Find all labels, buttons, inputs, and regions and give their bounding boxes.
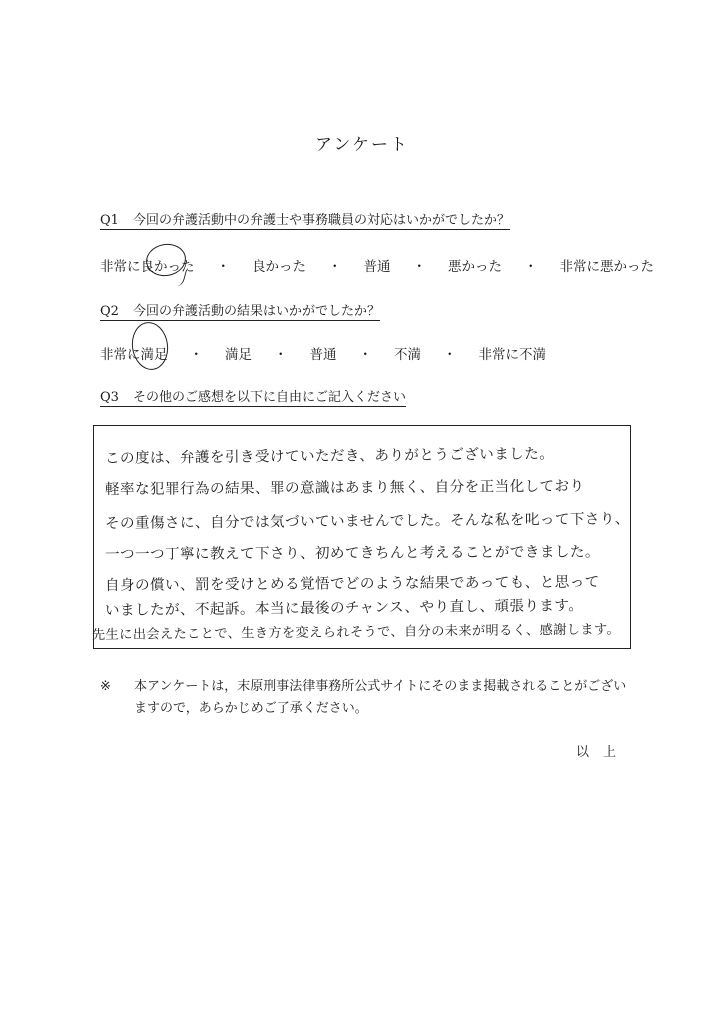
answer-line-7: 先生に出会えたことで、生き方を変えられそうで、自分の未来が明るく、感謝します。	[91, 622, 621, 643]
q1-separator: ・	[328, 259, 342, 275]
q1-option-very-good[interactable]: 非常に良かった	[100, 259, 195, 275]
question-2	[100, 300, 380, 321]
q2-option-very-dissatisfied[interactable]: 非常に不満	[478, 347, 546, 363]
closing-mark: 以上	[576, 745, 631, 760]
answer-line-3: その重傷さに、自分では気づいていませんでした。そんな私を叱って下さり、	[104, 510, 630, 532]
note-text: 本アンケートは，末原刑事法律事務所公式サイトにそのまま掲載されることがございますので，あらかじめご了承ください。	[134, 679, 627, 716]
q2-separator: ・	[443, 347, 457, 363]
q2-option-normal[interactable]: 普通	[309, 347, 337, 363]
question-3-text: その他のご感想を以下に自由にご記入ください	[132, 390, 406, 405]
note-mark: ※	[100, 679, 111, 694]
q1-option-very-bad[interactable]: 非常に悪かった	[559, 259, 654, 275]
q1-separator: ・	[412, 259, 426, 275]
q1-separator: ・	[524, 259, 538, 275]
answer-line-1: この度は、弁護を引き受けていただき、ありがとうございました。	[104, 445, 555, 467]
question-2-text: 今回の弁護活動の結果はいかがでしたか？	[132, 304, 380, 319]
q2-separator: ・	[274, 347, 288, 363]
q1-separator: ・	[216, 259, 230, 275]
answer-line-2: 軽率な犯罪行為の結果、罪の意識はあまり無く、自分を正当化しており	[104, 477, 585, 498]
q2-separator: ・	[189, 347, 203, 363]
question-1	[100, 209, 510, 230]
q2-option-dissatisfied[interactable]: 不満	[394, 347, 421, 363]
q2-separator: ・	[358, 347, 372, 363]
question-1-text: 今回の弁護活動中の弁護士や事務職員の対応はいかがでしたか？	[132, 213, 510, 228]
question-1-number: Q1	[100, 213, 119, 228]
question-2-number: Q2	[100, 304, 119, 319]
question-3	[100, 386, 406, 407]
question-3-number: Q3	[100, 390, 119, 405]
q1-option-bad[interactable]: 悪かった	[448, 259, 502, 275]
q1-option-good[interactable]: 良かった	[252, 259, 306, 275]
q2-option-satisfied[interactable]: 満足	[225, 347, 252, 363]
answer-line-4: 一つ一つ丁寧に教えて下さり、初めてきちんと考えることができました。	[104, 543, 600, 563]
page-title: アンケート	[315, 135, 409, 155]
q2-option-very-satisfied[interactable]: 非常に満足	[100, 347, 168, 363]
answer-line-5: 自身の償い、罰を受けとめる覚悟でどのような結果であっても、と思って	[104, 573, 600, 594]
answer-line-6: いましたが、不起訴。本当に最後のチャンス、やり直し、頑張ります。	[104, 596, 584, 619]
q1-option-normal[interactable]: 普通	[363, 259, 391, 275]
q2-selection-circle	[129, 320, 171, 373]
